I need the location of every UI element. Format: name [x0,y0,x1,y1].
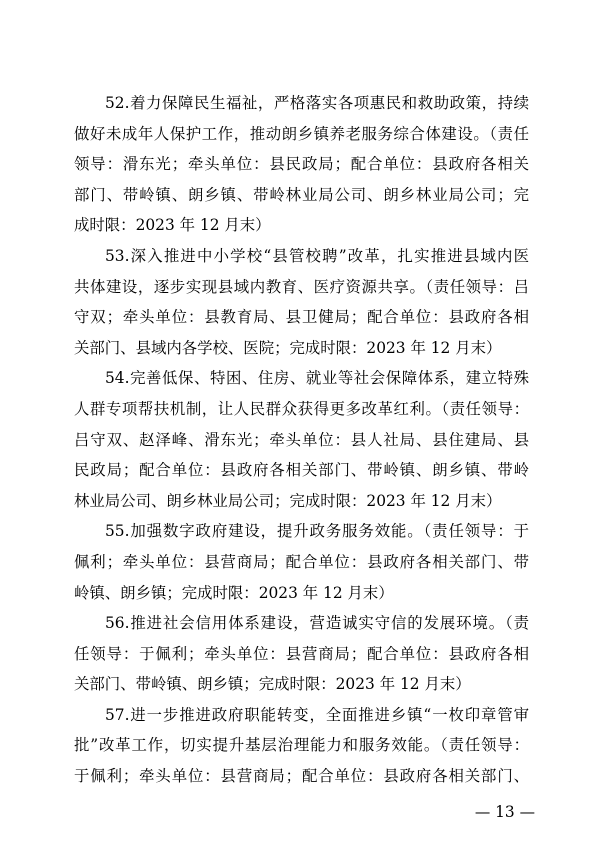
paragraph-line: 林业局公司、朗乡林业局公司；完成时限：2023 年 12 月末） [74,491,502,510]
paragraph-line: 54.完善低保、特困、住房、就业等社会保障体系，建立特殊 [105,369,529,388]
paragraph-56 [74,608,529,700]
paragraph-line: 佩利；牵头单位：县营商局；配合单位：县政府各相关部门、带 [74,552,529,571]
paragraph-line: 批”改革工作，切实提升基层治理能力和服务效能。（责任领导： [74,736,529,755]
paragraph-line: 53.深入推进中小学校“县管校聘”改革，扎实推进县域内医 [105,246,529,265]
paragraph-line: 关部门、带岭镇、朗乡镇；完成时限：2023 年 12 月末） [74,675,471,694]
paragraph-line: 关部门、县域内各学校、医院；完成时限：2023 年 12 月末） [74,338,502,357]
paragraph-line: 52.着力保障民生福祉，严格落实各项惠民和救助政策，持续 [105,94,529,112]
paragraph-line: 57.进一步推进政府职能转变，全面推进乡镇“一枚印章管审 [105,705,529,724]
paragraph-line: 任领导：于佩利；牵头单位：县营商局；配合单位：县政府各相 [74,644,529,663]
paragraph-54 [74,363,529,516]
paragraph-55 [74,516,529,608]
paragraph-line: 领导：滑东光；牵头单位：县民政局；配合单位：县政府各相关 [74,155,529,174]
paragraph-line: 岭镇、朗乡镇；完成时限：2023 年 12 月末） [74,583,394,602]
paragraph-line: 成时限：2023 年 12 月末） [74,216,271,235]
paragraph-line: 于佩利；牵头单位：县营商局；配合单位：县政府各相关部门、 [74,767,529,786]
paragraph-line: 共体建设，逐步实现县域内教育、医疗资源共享。（责任领导：吕 [74,277,529,296]
paragraph-line: 56.推进社会信用体系建设，营造诚实守信的发展环境。（责 [105,614,529,633]
paragraph-line: 55.加强数字政府建设，提升政务服务效能。（责任领导：于 [105,522,529,541]
paragraph-line: 人群专项帮扶机制，让人民群众获得更多改革红利。（责任领导： [74,399,529,418]
paragraph-57 [74,700,529,792]
paragraph-line: 守双；牵头单位：县教育局、县卫健局；配合单位：县政府各相 [74,308,529,327]
paragraph-line: 做好未成年人保护工作，推动朗乡镇养老服务综合体建设。（责任 [74,124,529,143]
page-number: — 13 — [474,803,535,821]
paragraph-52 [74,88,529,241]
paragraph-line: 部门、带岭镇、朗乡镇、带岭林业局公司、朗乡林业局公司；完 [74,185,529,204]
paragraph-53 [74,241,529,363]
paragraph-line: 民政局；配合单位：县政府各相关部门、带岭镇、朗乡镇、带岭 [74,461,529,480]
document-body [74,88,529,792]
paragraph-line: 吕守双、赵泽峰、滑东光；牵头单位：县人社局、县住建局、县 [74,430,529,449]
